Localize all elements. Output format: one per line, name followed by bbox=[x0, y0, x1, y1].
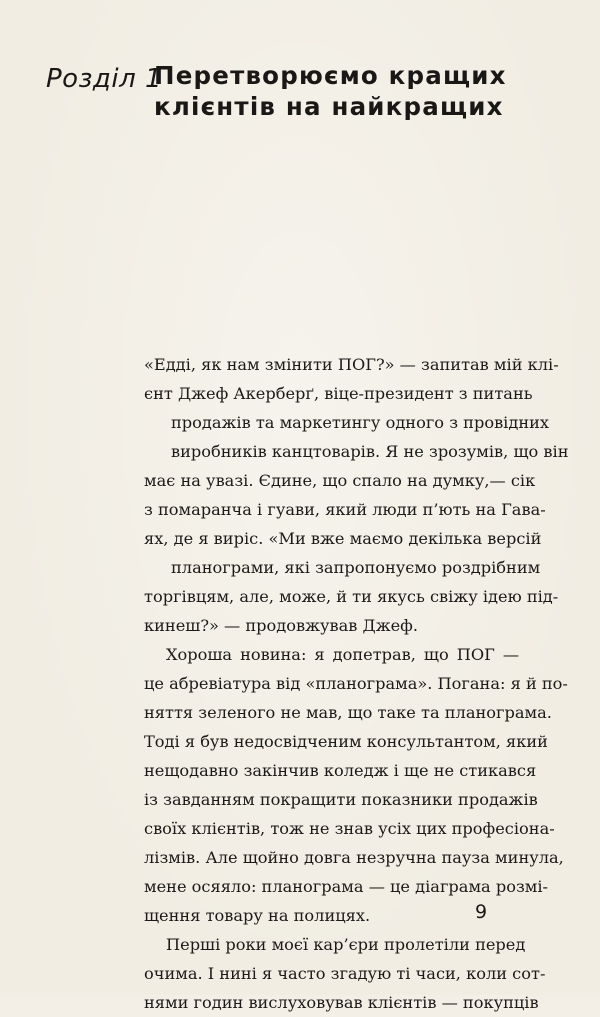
text-line: продажів та маркетингу одного з провідних bbox=[171, 413, 550, 432]
text-line: ях, де я виріс. «Ми вже маємо декілька версій bbox=[144, 529, 542, 548]
text-line: виробників канцтоварів. Я не зрозумів, що він bbox=[171, 442, 569, 461]
text-line: своїх клієнтів, тож не знав усіх цих професіона- bbox=[144, 819, 555, 838]
text-line: це абревіатура від «планограма». Погана: я й по- bbox=[144, 674, 568, 693]
chapter-title bbox=[154, 60, 574, 122]
text-line: Тоді я був недосвідченим консультантом, який bbox=[144, 732, 548, 751]
chapter-title-line-1: Перетворюємо кращих bbox=[154, 61, 507, 90]
body-text bbox=[144, 350, 569, 1017]
text-line: нями годин вислуховував клієнтів — покупців bbox=[144, 993, 539, 1012]
paragraph-3 bbox=[144, 930, 546, 1017]
text-line: Хороша новина: я допетрав, що ПОГ — bbox=[166, 645, 519, 664]
text-line: нещодавно закінчив коледж і ще не стикався bbox=[144, 761, 537, 780]
text-line: «Едді, як нам змінити ПОГ?» — запитав мій клі- bbox=[144, 355, 559, 374]
text-line: торгівцям, але, може, й ти якусь свіжу ідею під- bbox=[144, 587, 559, 606]
text-line: з помаранча і гуави, який люди п’ють на Гава- bbox=[144, 500, 546, 519]
text-line: із завданням покращити показники продажів bbox=[144, 790, 538, 809]
text-line: Перші роки моєї кар’єри пролетіли перед bbox=[166, 935, 526, 954]
text-line: щення товару на полицях. bbox=[144, 906, 371, 925]
text-line: має на увазі. Єдине, що спало на думку,— сік bbox=[144, 471, 536, 490]
paragraph-2 bbox=[144, 640, 568, 930]
chapter-title-line-2: клієнтів на найкращих bbox=[154, 92, 504, 121]
text-line: кинеш?» — продовжував Джеф. bbox=[144, 616, 418, 635]
text-line: няття зеленого не мав, що таке та планограма. bbox=[144, 703, 552, 722]
text-line: мене осяяло: планограма — це діаграма розмі- bbox=[144, 877, 549, 896]
paragraph-1 bbox=[144, 350, 569, 640]
text-line: єнт Джеф Акерберґ, віце-президент з питань bbox=[144, 384, 533, 403]
text-line: очима. І нині я часто згадую ті часи, коли сот- bbox=[144, 964, 546, 983]
chapter-label: Розділ 1 bbox=[46, 64, 163, 94]
text-line: планограми, які запропонуємо роздрібним bbox=[171, 558, 541, 577]
text-line: лізмів. Але щойно довга незручна пауза минула, bbox=[144, 848, 564, 867]
page-number: 9 bbox=[475, 901, 488, 923]
